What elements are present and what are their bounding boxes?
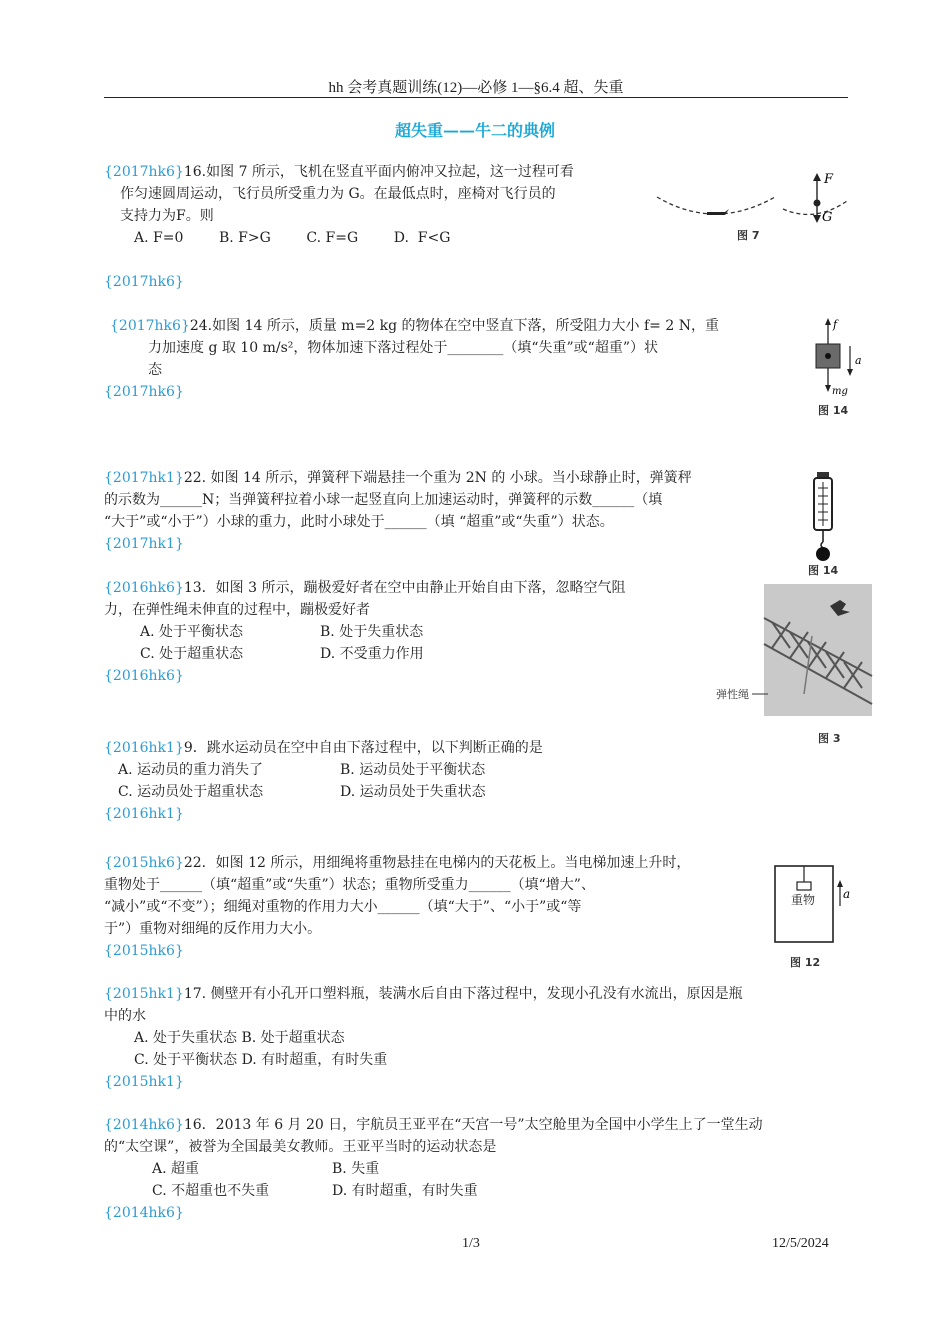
q7-end-tag: {2015hk1} [104, 1074, 184, 1090]
q2-line-2: 力加速度 g 取 10 m/s²，物体加速下落过程处于________（填“失重”或“超重”）状 [148, 340, 658, 356]
fig14a-caption: 图 14 [818, 404, 849, 417]
q3-end-tag: {2017hk1} [104, 536, 184, 552]
q2-tag: {2017hk6} [110, 318, 190, 334]
figure-12 [770, 862, 854, 972]
q1-line-2: 作匀速圆周运动，飞行员所受重力为 G。在最低点时，座椅对飞行员的 [120, 186, 556, 202]
header-rule [104, 97, 848, 98]
fig14b-caption: 图 14 [808, 564, 839, 576]
q5-opt-c: C. 运动员处于超重状态 [118, 784, 264, 800]
q5-line-1: {2016hk1}9．跳水运动员在空中自由下落过程中，以下判断正确的是 [104, 740, 543, 756]
fig7-caption: 图 7 [737, 229, 760, 242]
q6-line-4: 于”）重物对细绳的反作用力大小。 [104, 921, 322, 937]
q6-end-tag: {2015hk6} [104, 943, 184, 959]
q4-opt-c: C. 处于超重状态 [140, 646, 244, 662]
figure-7 [655, 165, 850, 247]
q3-line-1: {2017hk1}22. 如图 14 所示，弹簧秤下端悬挂一个重为 2N 的 小球。当小球静止时，弹簧秤 [104, 470, 692, 486]
q8-end-tag: {2014hk6} [104, 1205, 184, 1221]
q7-opt-cd: C. 处于平衡状态 D. 有时超重，有时失重 [134, 1052, 388, 1068]
fig7-g-label: G [822, 210, 833, 225]
q2-line-1: {2017hk6}24.如图 14 所示，质量 m=2 kg 的物体在空中竖直下落，所受阻力大小 f= 2 N，重 [110, 318, 719, 334]
fig3-rope-label: 弹性绳 [716, 688, 749, 701]
q1-line-3: 支持力为F。则 [120, 208, 214, 224]
figure-14a [806, 316, 866, 420]
page-number: 1/3 [462, 1236, 480, 1251]
page-date: 12/5/2024 [772, 1236, 829, 1251]
q5-opt-b: B. 运动员处于平衡状态 [340, 762, 486, 778]
fig12-a-label: a [843, 887, 851, 901]
fig14a-mg-label: mg [832, 386, 848, 397]
fig12-weight-label: 重物 [791, 893, 816, 907]
figure-14b [800, 470, 850, 576]
q4-opt-b: B. 处于失重状态 [320, 624, 424, 640]
q8-opt-b: B. 失重 [332, 1161, 380, 1177]
q2-line-3: 态 [148, 362, 162, 378]
page-title: 超失重——牛二的典例 [394, 121, 555, 140]
q8-opt-d: D. 有时超重，有时失重 [332, 1183, 478, 1199]
q3-line-2: 的示数为______N；当弹簧秤拉着小球一起竖直向上加速运动时，弹簧秤的示数______（填 [104, 492, 663, 508]
fig14a-f-label: f [833, 318, 838, 331]
q1-line-1: {2017hk6}16.如图 7 所示，飞机在竖直平面内俯冲又拉起，这一过程可看 [104, 164, 574, 180]
q8-line-1: {2014hk6}16．2013 年 6 月 20 日，宇航员王亚平在“天宫一号”太空舱里为全国中小学生上了一堂生动 [104, 1117, 763, 1133]
q8-opt-a: A. 超重 [152, 1161, 200, 1177]
q5-opt-d: D. 运动员处于失重状态 [340, 784, 486, 800]
q7-tag: {2015hk1} [104, 986, 184, 1002]
figure-3 [712, 584, 874, 750]
q2-end-tag: {2017hk6} [104, 384, 184, 400]
q3-tag: {2017hk1} [104, 470, 184, 486]
q4-opt-a: A. 处于平衡状态 [140, 624, 244, 640]
q4-end-tag: {2016hk6} [104, 668, 184, 684]
q8-line-2: 的“太空课”，被誉为全国最美女教师。王亚平当时的运动状态是 [104, 1139, 497, 1155]
q6-line-3: “减小”或“不变”）；细绳对重物的作用力大小______（填“大于”、“小于”或“等 [104, 899, 582, 915]
q4-opt-d: D. 不受重力作用 [320, 646, 424, 662]
fig7-f-label: F [824, 172, 834, 187]
fig3-caption: 图 3 [818, 732, 841, 745]
fig14a-a-label: a [855, 354, 862, 367]
q1-options: A. F=0 B. F>G C. F=G D. F<G [134, 230, 451, 246]
q7-line-2: 中的水 [104, 1008, 146, 1024]
q5-opt-a: A. 运动员的重力消失了 [118, 762, 264, 778]
q7-opt-ab: A. 处于失重状态 B. 处于超重状态 [134, 1030, 345, 1046]
q4-tag: {2016hk6} [104, 580, 184, 596]
q1-tag: {2017hk6} [104, 164, 184, 180]
q3-line-3: “大于”或“小于”）小球的重力，此时小球处于______（填 “超重”或“失重”）状态。 [104, 514, 614, 530]
q5-tag: {2016hk1} [104, 740, 184, 756]
q6-tag: {2015hk6} [104, 855, 184, 871]
q5-end-tag: {2016hk1} [104, 806, 184, 822]
q8-tag: {2014hk6} [104, 1117, 184, 1133]
fig12-caption: 图 12 [790, 956, 821, 969]
q4-line-2: 力，在弹性绳未伸直的过程中，蹦极爱好者 [104, 602, 370, 618]
q4-line-1: {2016hk6}13．如图 3 所示，蹦极爱好者在空中由静止开始自由下落，忽略空气阻 [104, 580, 626, 596]
page-header: hh 会考真题训练(12)—必修 1—§6.4 超、失重 [328, 80, 624, 96]
q6-line-1: {2015hk6}22．如图 12 所示，用细绳将重物悬挂在电梯内的天花板上。当电梯加速上升时， [104, 855, 691, 871]
q1-end-tag: {2017hk6} [104, 274, 184, 290]
q7-line-1: {2015hk1}17. 侧壁开有小孔开口塑料瓶，装满水后自由下落过程中，发现小孔没有水流出，原因是瓶 [104, 986, 743, 1002]
q6-line-2: 重物处于______（填“超重”或“失重”）状态；重物所受重力______（填“增大”、 [104, 877, 595, 893]
q8-opt-c: C. 不超重也不失重 [152, 1183, 270, 1199]
